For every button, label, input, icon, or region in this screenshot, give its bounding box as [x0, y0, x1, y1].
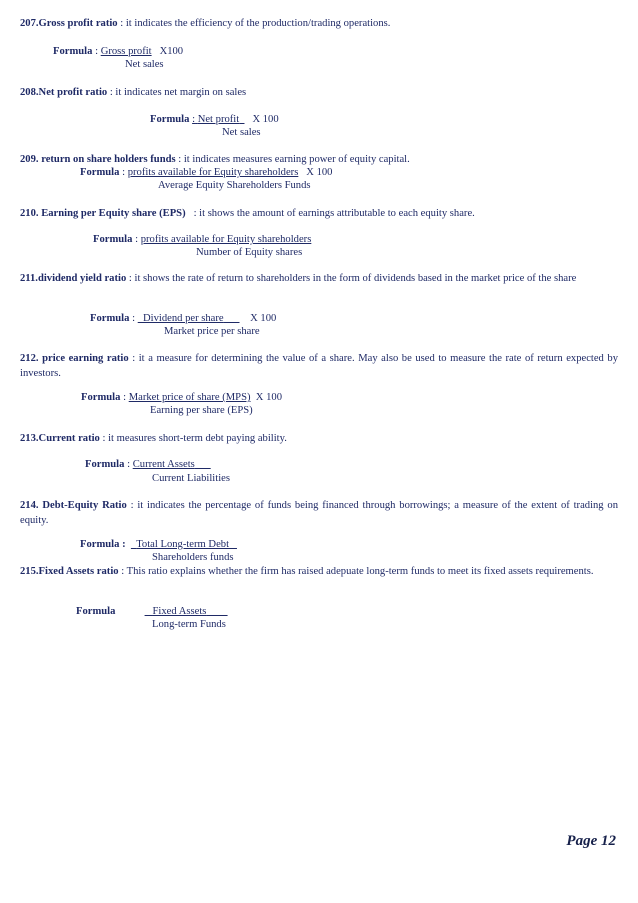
ratio-208-desc-line [20, 86, 246, 99]
formula-label: Formula [80, 167, 120, 178]
formula-separator: : [123, 392, 127, 403]
formula-separator: : [192, 114, 196, 125]
formula-denominator: Net sales [222, 127, 261, 138]
ratio-description: : it shows the amount of earnings attributable to each equity share. [193, 208, 475, 219]
ratio-210-desc-line [20, 207, 475, 220]
formula-multiplier: X 100 [252, 114, 279, 125]
ratio-description: : This ratio explains whether the firm has raised adepuate long-term funds to meet its fixed assets requirements. [121, 566, 594, 577]
formula-multiplier: X 100 [306, 167, 333, 178]
ratio-heading: 207.Gross profit ratio [20, 18, 118, 29]
formula-numerator: profits available for Equity shareholders [127, 167, 299, 178]
ratio-210-formula [93, 233, 311, 246]
formula-denominator: Earning per share (EPS) [150, 405, 253, 416]
formula-numerator: Gross profit [100, 46, 152, 57]
ratio-description: : it shows the rate of return to shareholders in the form of dividends based in the market price of the share [128, 273, 577, 284]
ratio-212-formula [81, 391, 282, 404]
formula-separator: : [132, 313, 136, 324]
formula-multiplier: X 100 [255, 392, 282, 403]
ratio-213-formula [85, 458, 211, 471]
ratio-description: : it a measure for determining the value of a share. May also be used to measure the rate of return expected by investors. [20, 353, 618, 379]
formula-numerator: Dividend per share [143, 313, 224, 324]
ratio-211-formula [90, 312, 276, 325]
formula-numerator: : Net profit [192, 114, 240, 125]
ratio-description: : it measures short-term debt paying ability. [102, 433, 287, 444]
formula-denominator: Number of Equity shares [196, 247, 303, 258]
formula-denominator: Current Liabilities [152, 473, 230, 484]
ratio-heading: 210. Earning per Equity share (EPS) [20, 208, 186, 219]
ratio-heading: 213.Current ratio [20, 433, 100, 444]
formula-denominator: Net sales [125, 59, 164, 70]
formula-numerator: Fixed Assets [152, 606, 207, 617]
ratio-description: : it indicates the percentage of funds being financed through borrowings; a measure of the extent of trading on equity. [20, 500, 618, 526]
ratio-207-formula [53, 45, 183, 58]
ratio-208-formula [150, 113, 279, 126]
formula-multiplier: X 100 [250, 313, 277, 324]
formula-separator: : [135, 234, 139, 245]
formula-denominator: Shareholders funds [152, 552, 234, 563]
ratio-heading: 214. Debt-Equity Ratio [20, 500, 127, 511]
formula-multiplier: X100 [159, 46, 184, 57]
ratio-214-desc-line [20, 498, 618, 528]
ratio-description: : it indicates measures earning power of equity capital. [178, 154, 410, 165]
formula-label: Formula : [80, 539, 126, 550]
ratio-heading: 211.dividend yield ratio [20, 273, 127, 284]
formula-label: Formula [90, 313, 130, 324]
formula-label: Formula [150, 114, 190, 125]
ratio-212-desc-line [20, 351, 618, 381]
formula-label: Formula [93, 234, 133, 245]
formula-separator: : [122, 167, 126, 178]
formula-denominator: Market price per share [164, 326, 260, 337]
ratio-heading: 215.Fixed Assets ratio [20, 566, 119, 577]
formula-label: Formula [53, 46, 93, 57]
formula-denominator: Long-term Funds [152, 619, 226, 630]
ratio-description: : it indicates the efficiency of the production/trading operations. [120, 18, 391, 29]
formula-label: Formula [81, 392, 121, 403]
ratio-211-desc-line [20, 271, 618, 286]
ratio-heading: 212. price earning ratio [20, 353, 129, 364]
formula-numerator: profits available for Equity shareholders [140, 234, 312, 245]
ratio-209-formula [80, 166, 332, 179]
ratio-213-desc-line [20, 432, 287, 445]
ratio-207-desc-line [20, 17, 390, 30]
ratio-heading: 209. return on share holders funds [20, 154, 176, 165]
formula-numerator: Total Long-term Debt [136, 539, 230, 550]
formula-separator: : [95, 46, 99, 57]
page-number: Page 12 [566, 833, 616, 849]
ratio-214-formula [80, 538, 237, 551]
formula-label: Formula [76, 606, 116, 617]
formula-label: Formula [85, 459, 125, 470]
ratio-heading: 208.Net profit ratio [20, 87, 108, 98]
ratio-description: : it indicates net margin on sales [109, 87, 247, 98]
formula-denominator: Average Equity Shareholders Funds [158, 180, 311, 191]
formula-separator: : [127, 459, 131, 470]
ratio-209-desc-line [20, 153, 410, 166]
ratio-215-desc-line [20, 564, 618, 579]
formula-numerator: Current Assets [132, 459, 195, 470]
formula-numerator: Market price of share (MPS) [128, 392, 251, 403]
ratio-215-formula [76, 605, 228, 618]
